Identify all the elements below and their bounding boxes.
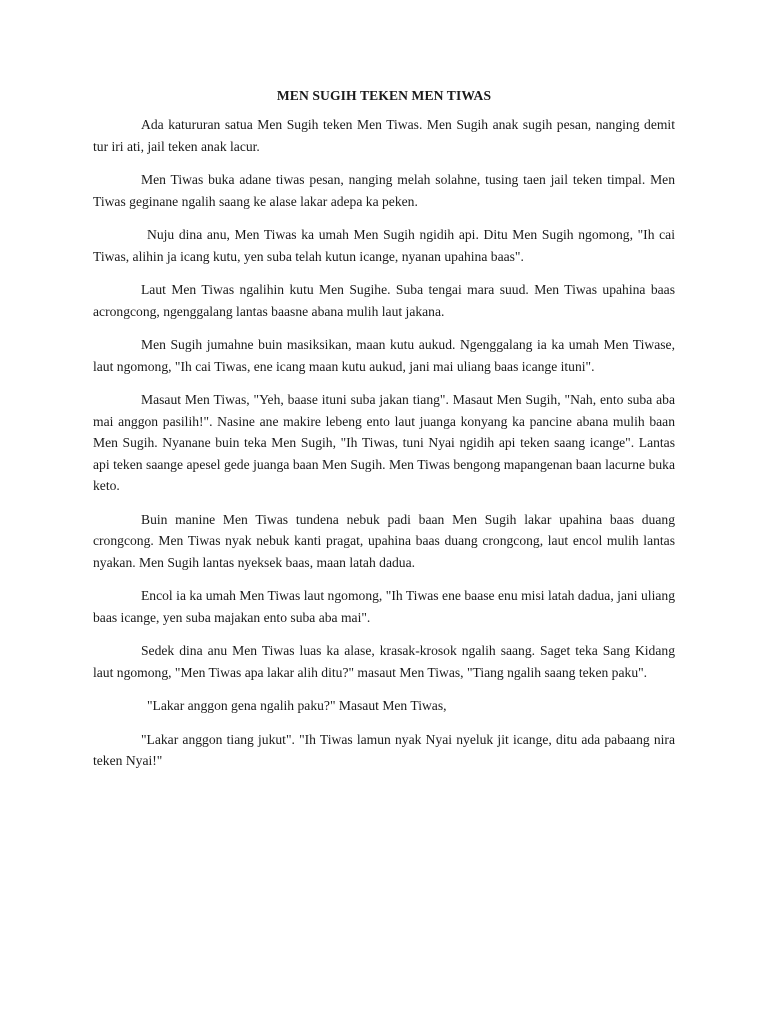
paragraph: "Lakar anggon tiang jukut". "Ih Tiwas lamun nyak Nyai nyeluk jit icange, ditu ada pabaang nira teken Nyai!" [93,731,675,768]
paragraph: Buin manine Men Tiwas tundena nebuk padi baan Men Sugih lakar upahina baas duang crongcong. Men Tiwas nyak nebuk kanti pragat, upahina baas duang crongcong, laut encol mulih lantas nyakan. Men Sugih lantas nyeksek baas, maan latah dadua. [93,511,675,570]
paragraph: Men Sugih jumahne buin masiksikan, maan kutu aukud. Ngenggalang ia ka umah Men Tiwase, laut ngomong, "Ih cai Tiwas, ene icang maan kutu aukud, jani mai uliang baas icange ituni". [93,337,675,374]
paragraph: Nuju dina anu, Men Tiwas ka umah Men Sugih ngidih api. Ditu Men Sugih ngomong, "Ih cai Tiwas, alihin ja icang kutu, yen suba telah kutun icange, nyanan upahina baas". [93,227,675,264]
paragraph: Laut Men Tiwas ngalihin kutu Men Sugihe. Suba tengai mara suud. Men Tiwas upahina baas acrongcong, ngenggalang lantas baasne abana mulih laut jakana. [93,282,675,319]
paragraph: Encol ia ka umah Men Tiwas laut ngomong, "Ih Tiwas ene baase enu misi latah dadua, jani uliang baas icange, yen suba majakan ento suba aba mai". [93,588,675,625]
paragraph: "Lakar anggon gena ngalih paku?" Masaut Men Tiwas, [147,698,447,713]
document-body [93,86,675,784]
paragraph: Men Tiwas buka adane tiwas pesan, nanging melah solahne, tusing taen jail teken timpal. Men Tiwas geginane ngalih saang ke alase lakar adepa ka peken. [93,172,675,209]
document-title: MEN SUGIH TEKEN MEN TIWAS [276,88,492,103]
paragraph: Masaut Men Tiwas, "Yeh, baase ituni suba jakan tiang". Masaut Men Sugih, "Nah, ento suba aba mai anggon pasilih!". Nasine ane makire lebeng ento laut juanga konyang ka pancine abana mulih baan Men Sugih. Nyanane buin teka Men Sugih, "Ih Tiwas, tuni Nyai ngidih api teken saang icange". Lantas api teken saange apesel gede juanga baan Men Sugih. Men Tiwas bengong mapangenan baan lacurne buka keto. [93,392,675,493]
paragraph: Sedek dina anu Men Tiwas luas ka alase, krasak-krosok ngalih saang. Saget teka Sang Kidang laut ngomong, "Men Tiwas apa lakar alih ditu?" masaut Men Tiwas, "Tiang ngalih saang teken paku". [93,643,675,680]
paragraph: Ada katururan satua Men Sugih teken Men Tiwas. Men Sugih anak sugih pesan, nanging demit tur iri ati, jail teken anak lacur. [93,117,675,154]
